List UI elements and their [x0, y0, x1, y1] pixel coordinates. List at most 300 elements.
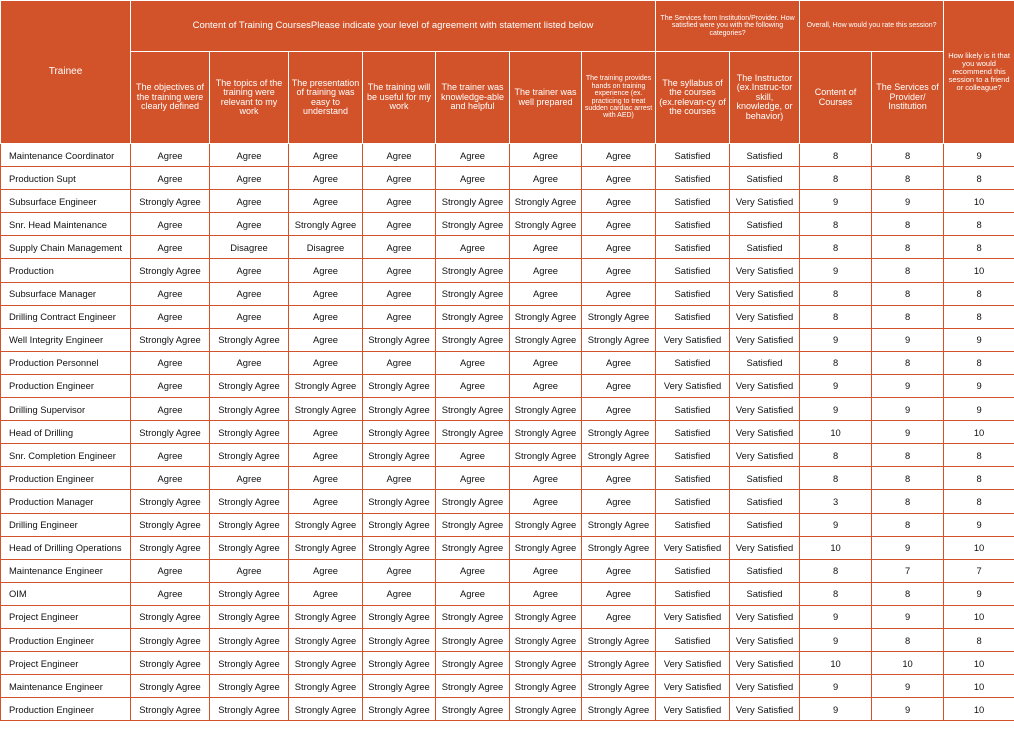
response-cell: Very Satisfied — [656, 605, 730, 628]
response-cell: Agree — [582, 582, 656, 605]
header-usefulness: The training will be useful for my work — [363, 52, 436, 144]
response-cell: Agree — [289, 421, 363, 444]
response-cell: 8 — [944, 628, 1014, 651]
response-cell: Very Satisfied — [730, 605, 800, 628]
response-cell: Strongly Agree — [363, 444, 436, 467]
table-row — [1, 513, 1014, 536]
response-cell: Agree — [131, 559, 210, 582]
response-cell: Agree — [131, 582, 210, 605]
response-cell: Agree — [363, 559, 436, 582]
response-cell: Strongly Agree — [210, 605, 289, 628]
response-cell: Very Satisfied — [730, 652, 800, 675]
response-cell: Strongly Agree — [510, 605, 582, 628]
response-cell: Strongly Agree — [210, 444, 289, 467]
response-cell: 9 — [872, 536, 944, 559]
table-row — [1, 582, 1014, 605]
response-cell: Strongly Agree — [210, 374, 289, 397]
response-cell: 8 — [872, 167, 944, 190]
response-cell: 9 — [944, 582, 1014, 605]
response-cell: Agree — [582, 490, 656, 513]
header-group-content: Content of Training CoursesPlease indicate your level of agreement with statement listed below — [131, 1, 656, 52]
response-cell: 9 — [872, 374, 944, 397]
table-row — [1, 190, 1014, 213]
response-cell: 8 — [944, 490, 1014, 513]
response-cell: Agree — [131, 398, 210, 421]
response-cell: Strongly Agree — [289, 675, 363, 698]
response-cell: Strongly Agree — [131, 605, 210, 628]
response-cell: Agree — [363, 305, 436, 328]
response-cell: Agree — [289, 328, 363, 351]
response-cell: Very Satisfied — [656, 675, 730, 698]
table-row — [1, 259, 1014, 282]
response-cell: Strongly Agree — [582, 328, 656, 351]
response-cell: Strongly Agree — [289, 698, 363, 721]
table-row — [1, 467, 1014, 490]
response-cell: Strongly Agree — [436, 259, 510, 282]
response-cell: Strongly Agree — [131, 675, 210, 698]
response-cell: Agree — [363, 213, 436, 236]
header-instructor: The Instructor (ex.Instruc-tor skill, knowledge, or behavior) — [730, 52, 800, 144]
response-cell: 8 — [800, 144, 872, 167]
response-cell: 9 — [800, 259, 872, 282]
response-cell: Agree — [582, 467, 656, 490]
trainee-cell: Head of Drilling Operations — [1, 536, 131, 559]
header-syllabus: The syllabus of the courses (ex.relevan-cy of the courses — [656, 52, 730, 144]
response-cell: Agree — [436, 559, 510, 582]
response-cell: Very Satisfied — [656, 652, 730, 675]
trainee-cell: Drilling Engineer — [1, 513, 131, 536]
response-cell: 9 — [944, 144, 1014, 167]
table-row — [1, 628, 1014, 651]
table-row — [1, 444, 1014, 467]
response-cell: Strongly Agree — [289, 628, 363, 651]
response-cell: Satisfied — [730, 236, 800, 259]
response-cell: 8 — [872, 490, 944, 513]
response-cell: Agree — [436, 374, 510, 397]
response-cell: Very Satisfied — [730, 398, 800, 421]
header-trainer-knowledge: The trainer was knowledge-able and helpful — [436, 52, 510, 144]
header-services-rating: The Services of Provider/ Institution — [872, 52, 944, 144]
trainee-cell: Supply Chain Management — [1, 236, 131, 259]
response-cell: Satisfied — [730, 167, 800, 190]
response-cell: Very Satisfied — [730, 259, 800, 282]
response-cell: Strongly Agree — [131, 190, 210, 213]
response-cell: Satisfied — [656, 513, 730, 536]
response-cell: Agree — [510, 144, 582, 167]
response-cell: Agree — [582, 167, 656, 190]
header-presentation: The presentation of training was easy to understand — [289, 52, 363, 144]
response-cell: Agree — [289, 144, 363, 167]
response-cell: Agree — [510, 351, 582, 374]
table-row — [1, 213, 1014, 236]
response-cell: Strongly Agree — [436, 421, 510, 444]
response-cell: Strongly Agree — [436, 398, 510, 421]
response-cell: 8 — [872, 582, 944, 605]
response-cell: Agree — [582, 259, 656, 282]
response-cell: Strongly Agree — [131, 536, 210, 559]
response-cell: 9 — [944, 398, 1014, 421]
response-cell: Strongly Agree — [210, 628, 289, 651]
response-cell: Agree — [131, 467, 210, 490]
response-cell: Agree — [210, 467, 289, 490]
response-cell: 8 — [800, 213, 872, 236]
response-cell: 8 — [872, 467, 944, 490]
response-cell: Agree — [210, 144, 289, 167]
trainee-cell: Maintenance Engineer — [1, 559, 131, 582]
response-cell: Strongly Agree — [363, 628, 436, 651]
trainee-cell: Well Integrity Engineer — [1, 328, 131, 351]
table-row — [1, 490, 1014, 513]
trainee-cell: Snr. Head Maintenance — [1, 213, 131, 236]
response-cell: 9 — [800, 374, 872, 397]
response-cell: 9 — [872, 190, 944, 213]
trainee-cell: Maintenance Engineer — [1, 675, 131, 698]
response-cell: 8 — [872, 628, 944, 651]
response-cell: Strongly Agree — [510, 652, 582, 675]
trainee-cell: Production Engineer — [1, 628, 131, 651]
response-cell: 9 — [872, 398, 944, 421]
table-row — [1, 351, 1014, 374]
response-cell: Satisfied — [656, 444, 730, 467]
response-cell: Strongly Agree — [582, 513, 656, 536]
response-cell: Agree — [131, 351, 210, 374]
response-cell: Agree — [582, 213, 656, 236]
response-cell: Satisfied — [656, 282, 730, 305]
response-cell: Strongly Agree — [210, 421, 289, 444]
response-cell: 8 — [800, 467, 872, 490]
response-cell: Very Satisfied — [730, 282, 800, 305]
response-cell: Strongly Agree — [210, 582, 289, 605]
response-cell: Agree — [363, 259, 436, 282]
trainee-cell: Maintenance Coordinator — [1, 144, 131, 167]
response-cell: Very Satisfied — [730, 536, 800, 559]
response-cell: Strongly Agree — [289, 374, 363, 397]
response-cell: Strongly Agree — [289, 605, 363, 628]
response-cell: 8 — [872, 213, 944, 236]
response-cell: Strongly Agree — [210, 675, 289, 698]
trainee-cell: Drilling Contract Engineer — [1, 305, 131, 328]
response-cell: 9 — [800, 328, 872, 351]
response-cell: Strongly Agree — [436, 698, 510, 721]
response-cell: Satisfied — [656, 559, 730, 582]
response-cell: Agree — [582, 398, 656, 421]
response-cell: Disagree — [210, 236, 289, 259]
response-cell: Satisfied — [656, 190, 730, 213]
response-cell: Agree — [436, 467, 510, 490]
response-cell: Very Satisfied — [730, 190, 800, 213]
response-cell: Very Satisfied — [656, 374, 730, 397]
header-trainer-prepared: The trainer was well prepared — [510, 52, 582, 144]
response-cell: 8 — [872, 351, 944, 374]
response-cell: Agree — [510, 559, 582, 582]
response-cell: Strongly Agree — [436, 305, 510, 328]
response-cell: 8 — [800, 305, 872, 328]
response-cell: 8 — [944, 167, 1014, 190]
response-cell: Satisfied — [730, 144, 800, 167]
response-cell: 7 — [944, 559, 1014, 582]
response-cell: Strongly Agree — [131, 698, 210, 721]
response-cell: Strongly Agree — [131, 421, 210, 444]
response-cell: Strongly Agree — [510, 305, 582, 328]
trainee-cell: Snr. Completion Engineer — [1, 444, 131, 467]
trainee-cell: Head of Drilling — [1, 421, 131, 444]
response-cell: Strongly Agree — [436, 213, 510, 236]
response-cell: Agree — [510, 282, 582, 305]
response-cell: Satisfied — [656, 490, 730, 513]
header-trainee: Trainee — [1, 1, 131, 144]
response-cell: Strongly Agree — [582, 305, 656, 328]
response-cell: Strongly Agree — [363, 652, 436, 675]
response-cell: 8 — [944, 213, 1014, 236]
response-cell: Strongly Agree — [582, 675, 656, 698]
response-cell: Strongly Agree — [131, 259, 210, 282]
response-cell: Agree — [131, 213, 210, 236]
table-row — [1, 559, 1014, 582]
response-cell: 8 — [944, 444, 1014, 467]
response-cell: Satisfied — [730, 490, 800, 513]
response-cell: Strongly Agree — [436, 536, 510, 559]
response-cell: Agree — [510, 236, 582, 259]
response-cell: Satisfied — [656, 398, 730, 421]
response-cell: 10 — [944, 259, 1014, 282]
response-cell: Agree — [582, 559, 656, 582]
response-cell: Strongly Agree — [131, 513, 210, 536]
response-cell: 10 — [872, 652, 944, 675]
table-row — [1, 305, 1014, 328]
response-cell: Strongly Agree — [210, 328, 289, 351]
response-cell: Agree — [210, 190, 289, 213]
response-cell: 10 — [944, 675, 1014, 698]
response-cell: Strongly Agree — [363, 374, 436, 397]
response-cell: Strongly Agree — [436, 652, 510, 675]
response-cell: Agree — [289, 190, 363, 213]
response-cell: 8 — [872, 259, 944, 282]
response-cell: Agree — [131, 167, 210, 190]
response-cell: Agree — [363, 351, 436, 374]
response-cell: Agree — [289, 259, 363, 282]
response-cell: Strongly Agree — [510, 536, 582, 559]
response-cell: 10 — [944, 605, 1014, 628]
response-cell: Agree — [131, 236, 210, 259]
response-cell: 8 — [944, 351, 1014, 374]
response-cell: Agree — [436, 144, 510, 167]
trainee-cell: Production Manager — [1, 490, 131, 513]
response-cell: Agree — [510, 467, 582, 490]
response-cell: 9 — [800, 605, 872, 628]
response-cell: 8 — [944, 236, 1014, 259]
response-cell: 8 — [800, 559, 872, 582]
response-cell: Strongly Agree — [510, 398, 582, 421]
response-cell: Agree — [582, 351, 656, 374]
response-cell: Very Satisfied — [730, 305, 800, 328]
response-cell: Satisfied — [730, 467, 800, 490]
response-cell: Agree — [289, 282, 363, 305]
response-cell: Agree — [210, 213, 289, 236]
response-cell: 8 — [872, 305, 944, 328]
response-cell: 8 — [872, 236, 944, 259]
response-cell: Satisfied — [656, 167, 730, 190]
response-cell: 9 — [800, 628, 872, 651]
response-cell: Agree — [436, 351, 510, 374]
response-cell: Very Satisfied — [656, 536, 730, 559]
response-cell: Agree — [510, 374, 582, 397]
response-cell: 3 — [800, 490, 872, 513]
response-cell: 9 — [800, 675, 872, 698]
response-cell: Agree — [131, 444, 210, 467]
response-cell: Agree — [582, 605, 656, 628]
response-cell: 10 — [944, 698, 1014, 721]
response-cell: Agree — [289, 167, 363, 190]
response-cell: 10 — [800, 652, 872, 675]
response-cell: 9 — [872, 675, 944, 698]
response-cell: Strongly Agree — [510, 190, 582, 213]
response-cell: Satisfied — [656, 351, 730, 374]
response-cell: 10 — [800, 421, 872, 444]
trainee-cell: Subsurface Manager — [1, 282, 131, 305]
table-row — [1, 282, 1014, 305]
response-cell: Very Satisfied — [730, 421, 800, 444]
response-cell: Agree — [210, 282, 289, 305]
response-cell: 9 — [872, 328, 944, 351]
response-cell: Strongly Agree — [582, 698, 656, 721]
response-cell: Strongly Agree — [131, 328, 210, 351]
response-cell: Agree — [510, 259, 582, 282]
response-cell: Very Satisfied — [656, 698, 730, 721]
response-cell: Strongly Agree — [436, 605, 510, 628]
response-cell: Strongly Agree — [510, 213, 582, 236]
response-cell: Strongly Agree — [436, 490, 510, 513]
response-cell: Very Satisfied — [656, 328, 730, 351]
trainee-cell: Project Engineer — [1, 605, 131, 628]
response-cell: Strongly Agree — [210, 513, 289, 536]
table-row — [1, 698, 1014, 721]
response-cell: Agree — [289, 351, 363, 374]
response-cell: 8 — [800, 282, 872, 305]
trainee-cell: Production Supt — [1, 167, 131, 190]
response-cell: Agree — [131, 374, 210, 397]
response-cell: Agree — [289, 582, 363, 605]
response-cell: Very Satisfied — [730, 698, 800, 721]
response-cell: Strongly Agree — [510, 513, 582, 536]
response-cell: 10 — [944, 536, 1014, 559]
response-cell: Strongly Agree — [131, 490, 210, 513]
response-cell: Strongly Agree — [131, 652, 210, 675]
response-cell: Very Satisfied — [730, 628, 800, 651]
table-row — [1, 675, 1014, 698]
response-cell: Strongly Agree — [363, 513, 436, 536]
response-cell: Agree — [210, 305, 289, 328]
response-cell: Strongly Agree — [436, 513, 510, 536]
response-cell: Satisfied — [730, 582, 800, 605]
table-row — [1, 652, 1014, 675]
response-cell: 8 — [944, 467, 1014, 490]
response-cell: Strongly Agree — [289, 513, 363, 536]
response-cell: Strongly Agree — [510, 328, 582, 351]
trainee-cell: Production Engineer — [1, 467, 131, 490]
response-cell: 9 — [800, 513, 872, 536]
table-row — [1, 398, 1014, 421]
response-cell: Agree — [582, 190, 656, 213]
response-cell: 8 — [872, 144, 944, 167]
response-cell: Strongly Agree — [210, 398, 289, 421]
response-cell: Agree — [436, 236, 510, 259]
table-row — [1, 536, 1014, 559]
response-cell: Agree — [363, 144, 436, 167]
response-cell: Strongly Agree — [363, 421, 436, 444]
response-cell: Agree — [363, 582, 436, 605]
response-cell: 9 — [944, 513, 1014, 536]
response-cell: Satisfied — [656, 213, 730, 236]
header-topics: The topics of the training were relevant to my work — [210, 52, 289, 144]
response-cell: Strongly Agree — [210, 490, 289, 513]
trainee-cell: Project Engineer — [1, 652, 131, 675]
response-cell: Agree — [210, 351, 289, 374]
response-cell: Strongly Agree — [510, 675, 582, 698]
response-cell: Strongly Agree — [363, 398, 436, 421]
response-cell: Very Satisfied — [730, 675, 800, 698]
response-cell: Satisfied — [730, 559, 800, 582]
response-cell: Satisfied — [656, 421, 730, 444]
response-cell: Strongly Agree — [363, 698, 436, 721]
response-cell: Strongly Agree — [436, 282, 510, 305]
response-cell: 9 — [944, 328, 1014, 351]
response-cell: Satisfied — [730, 213, 800, 236]
response-cell: Strongly Agree — [582, 444, 656, 467]
response-cell: Agree — [289, 559, 363, 582]
response-cell: 8 — [800, 236, 872, 259]
table-row — [1, 236, 1014, 259]
response-cell: Very Satisfied — [730, 374, 800, 397]
response-cell: Agree — [363, 167, 436, 190]
response-cell: Agree — [289, 444, 363, 467]
response-cell: Strongly Agree — [363, 536, 436, 559]
response-cell: Strongly Agree — [363, 675, 436, 698]
trainee-cell: Production Personnel — [1, 351, 131, 374]
response-cell: 8 — [872, 444, 944, 467]
response-cell: 8 — [800, 167, 872, 190]
response-cell: Strongly Agree — [510, 421, 582, 444]
response-cell: Agree — [131, 282, 210, 305]
response-cell: Satisfied — [730, 351, 800, 374]
response-cell: Satisfied — [656, 467, 730, 490]
response-cell: Satisfied — [730, 513, 800, 536]
header-hands-on: The training provides hands on training experience (ex. practicing to treat sudden cardiac arrest with AED) — [582, 52, 656, 144]
response-cell: Agree — [582, 282, 656, 305]
response-cell: 9 — [872, 698, 944, 721]
response-cell: Agree — [510, 582, 582, 605]
response-cell: 8 — [872, 513, 944, 536]
response-cell: 10 — [944, 190, 1014, 213]
response-cell: Satisfied — [656, 628, 730, 651]
trainee-cell: Drilling Supervisor — [1, 398, 131, 421]
response-cell: Strongly Agree — [436, 628, 510, 651]
response-cell: Satisfied — [656, 259, 730, 282]
response-cell: Agree — [210, 559, 289, 582]
response-cell: 9 — [872, 421, 944, 444]
response-cell: Strongly Agree — [582, 628, 656, 651]
response-cell: Agree — [582, 236, 656, 259]
response-cell: Agree — [510, 490, 582, 513]
response-cell: Strongly Agree — [510, 628, 582, 651]
response-cell: Strongly Agree — [289, 213, 363, 236]
response-cell: Satisfied — [656, 305, 730, 328]
response-cell: Agree — [131, 305, 210, 328]
response-cell: 9 — [944, 374, 1014, 397]
trainee-cell: Production Engineer — [1, 698, 131, 721]
response-cell: Agree — [210, 259, 289, 282]
response-cell: 8 — [800, 444, 872, 467]
response-cell: Strongly Agree — [582, 421, 656, 444]
